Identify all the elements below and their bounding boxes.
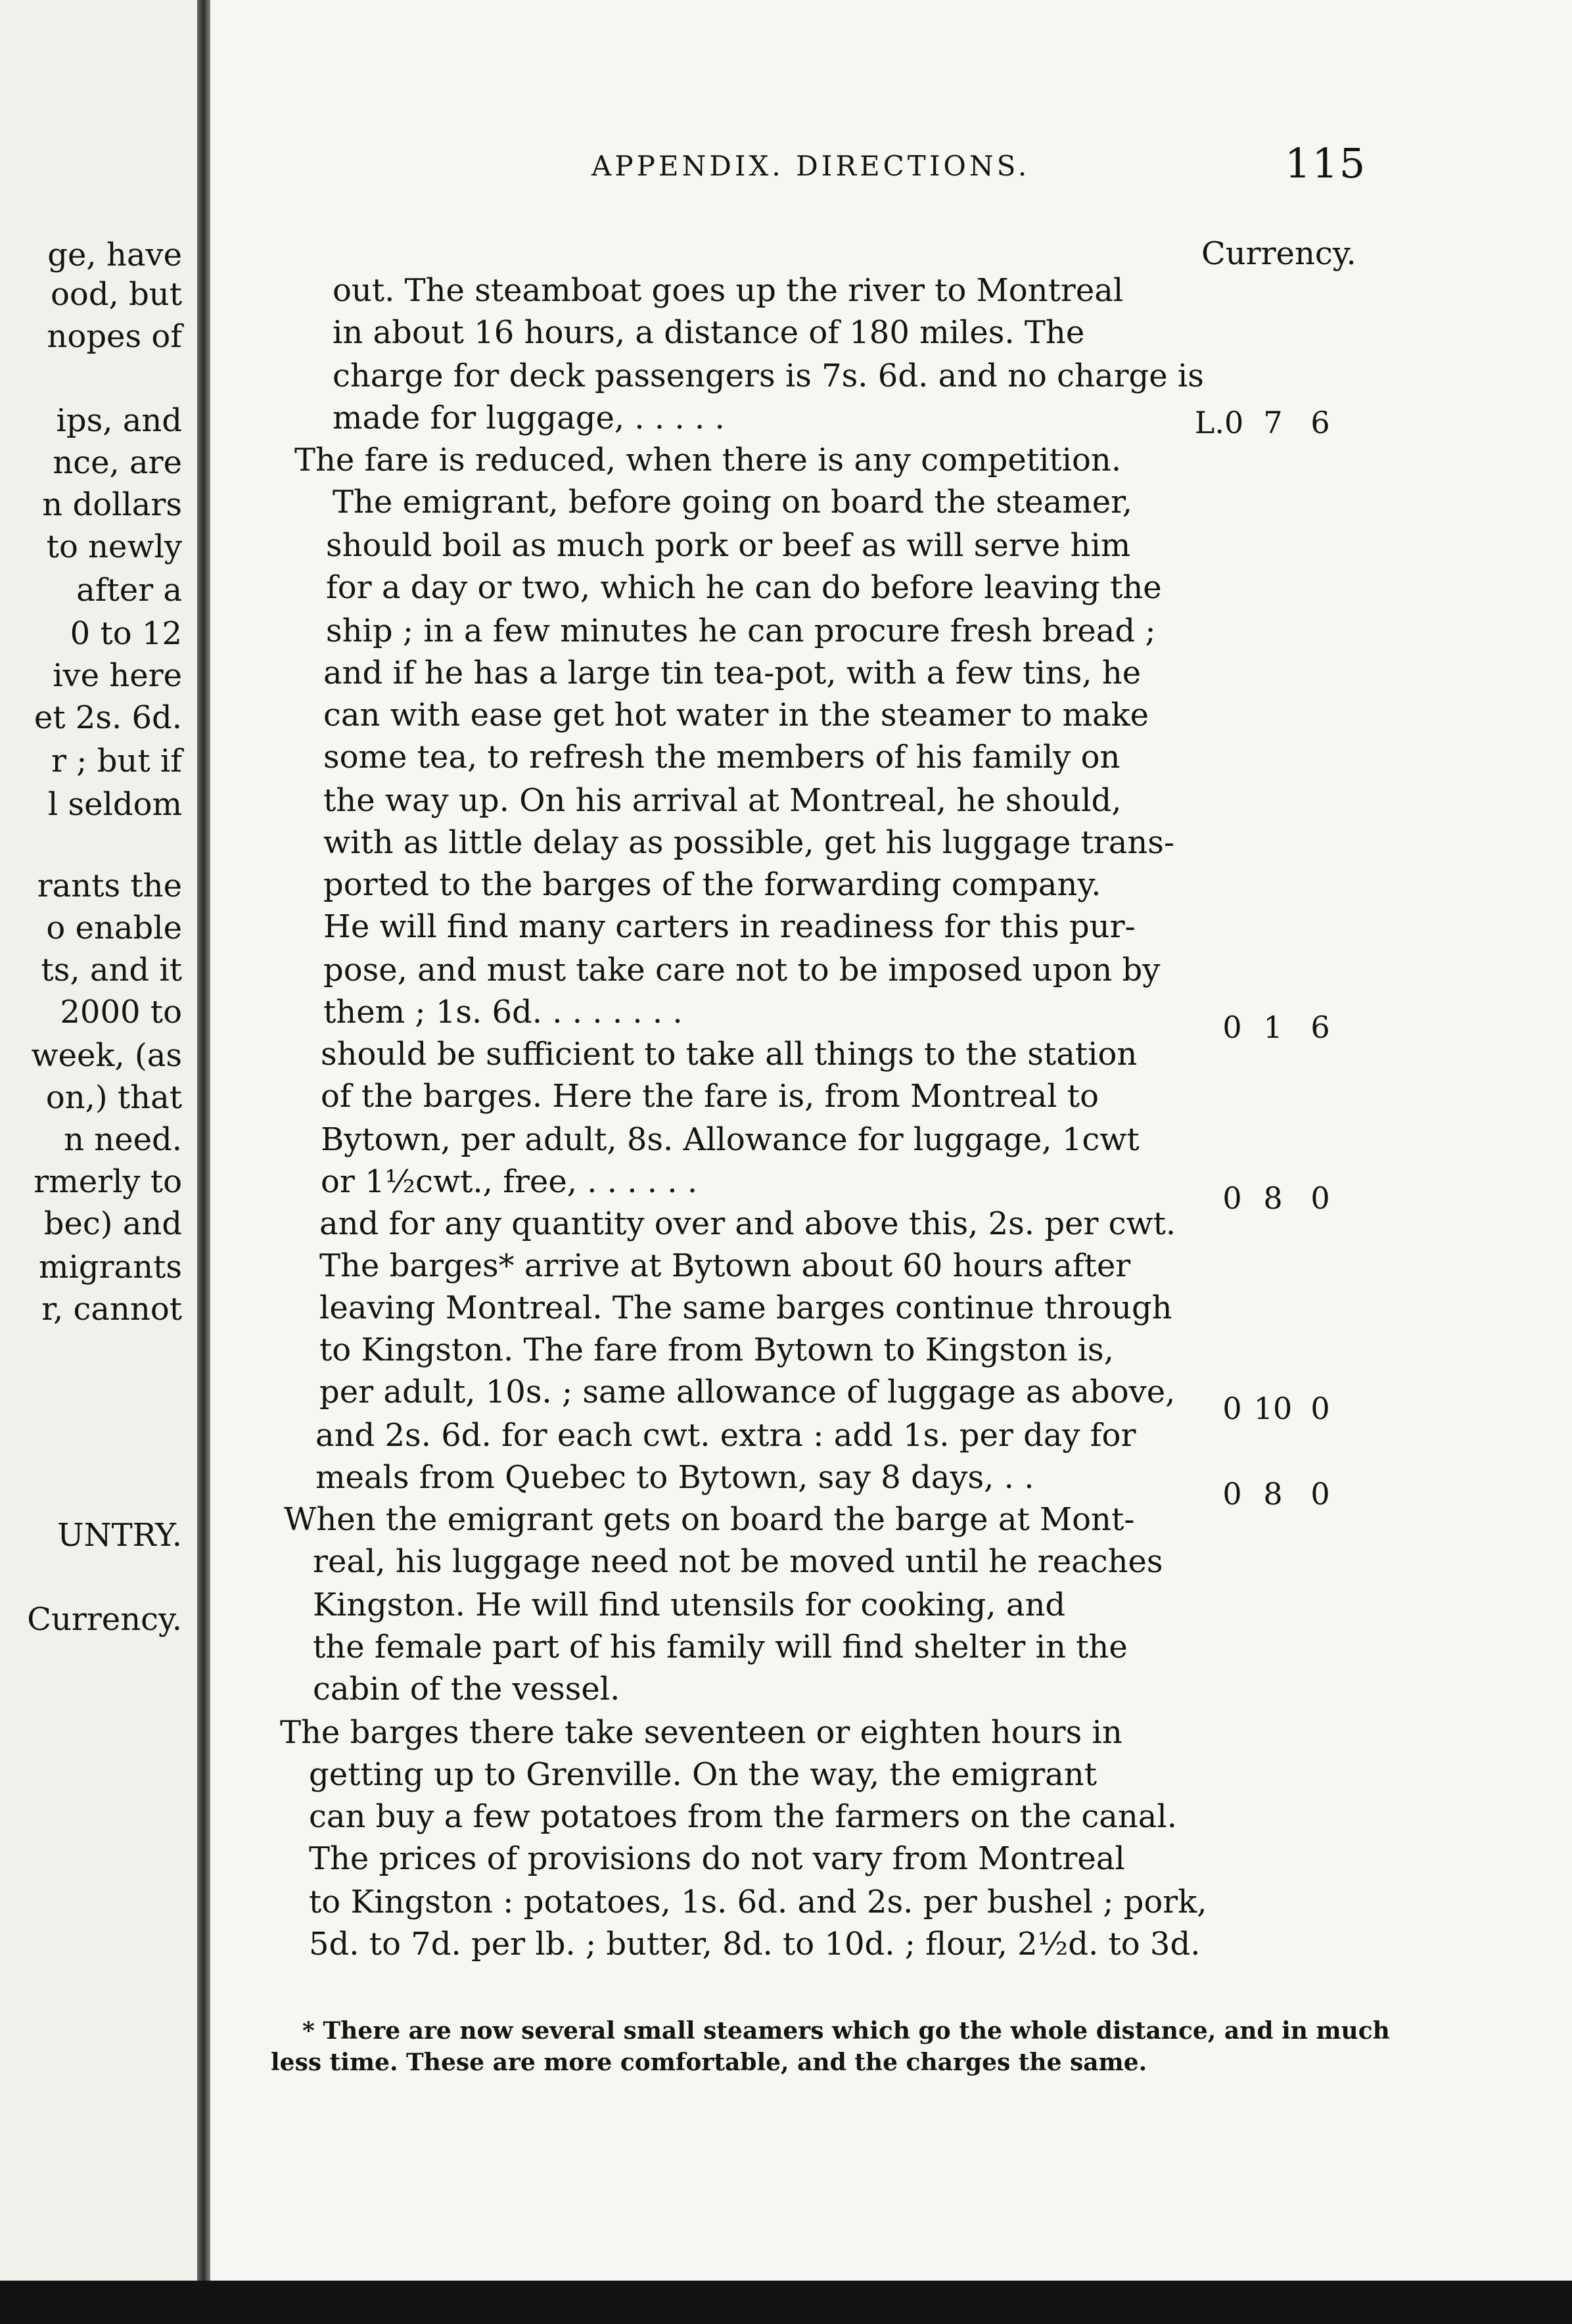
facing-page-text-fragment: ive here <box>53 657 182 694</box>
amount-pence: 0 <box>1310 1476 1330 1512</box>
body-text-line: The prices of provisions do not vary from Montreal <box>309 1840 1125 1877</box>
footnote-line: less time. These are more comfortable, and the charges the same. <box>271 2049 1147 2076</box>
body-text-line: of the barges. Here the fare is, from Montreal to <box>321 1078 1099 1115</box>
body-text-line: The fare is reduced, when there is any competition. <box>294 442 1122 478</box>
body-text-line: meals from Quebec to Bytown, say 8 days, . . <box>315 1459 1034 1496</box>
facing-page-text-fragment: UNTRY. <box>57 1517 182 1554</box>
body-text-line: for a day or two, which he can do before leaving the <box>326 569 1162 606</box>
body-text-line: in about 16 hours, a distance of 180 miles. The <box>333 314 1085 351</box>
currency-amount <box>1214 1010 1345 1045</box>
facing-page-text-fragment: migrants <box>39 1249 182 1286</box>
facing-page-text-fragment: bec) and <box>43 1205 182 1242</box>
body-text-line: or 1½cwt., free, . . . . . . <box>321 1163 698 1200</box>
main-page <box>210 0 1572 2287</box>
amount-pounds: L.0 <box>1194 405 1244 440</box>
facing-page-text-fragment: 0 to 12 <box>70 615 182 652</box>
body-text-line: leaving Montreal. The same barges continue through <box>319 1290 1172 1326</box>
facing-page-text-fragment: 2000 to <box>60 994 182 1031</box>
amount-shillings: 8 <box>1263 1476 1283 1512</box>
book-gutter <box>197 0 212 2281</box>
facing-page-text-fragment: n need. <box>64 1121 182 1158</box>
amount-pence: 0 <box>1310 1180 1330 1216</box>
body-text-line: to Kingston. The fare from Bytown to Kingston is, <box>319 1332 1114 1368</box>
facing-page-text-fragment: ood, but <box>51 276 182 313</box>
body-text-line: should be sufficient to take all things to the station <box>321 1036 1138 1073</box>
facing-page-text-fragment: nce, are <box>53 444 182 481</box>
body-text-line: and 2s. 6d. for each cwt. extra : add 1s. per day for <box>315 1417 1136 1454</box>
body-text-line: should boil as much pork or beef as will serve him <box>326 527 1131 564</box>
body-text-line: The barges* arrive at Bytown about 60 hours after <box>319 1247 1131 1284</box>
amount-pounds: 0 <box>1222 1476 1242 1512</box>
page-number: 115 <box>1285 139 1367 187</box>
currency-amount <box>1214 1180 1345 1216</box>
amount-pounds: 0 <box>1222 1391 1242 1426</box>
amount-shillings: 7 <box>1263 405 1283 440</box>
amount-pence: 6 <box>1310 1010 1330 1045</box>
body-text-line: and for any quantity over and above this, 2s. per cwt. <box>319 1205 1176 1242</box>
amount-pounds: 0 <box>1222 1180 1242 1216</box>
facing-page-text-fragment: rants the <box>37 868 182 904</box>
body-text-line: When the emigrant gets on board the barge at Mont- <box>284 1501 1135 1538</box>
facing-page-text-fragment: ts, and it <box>41 952 182 988</box>
facing-page-text-fragment: r, cannot <box>41 1291 182 1328</box>
facing-page-text-fragment: n dollars <box>42 486 182 523</box>
facing-page-text-fragment: nopes of <box>47 318 182 355</box>
facing-page-text-fragment: to newly <box>46 528 182 565</box>
scan-bottom-edge <box>0 2281 1572 2324</box>
facing-page-text-fragment: o enable <box>46 910 182 946</box>
body-text-line: He will find many carters in readiness for this pur- <box>323 908 1136 945</box>
amount-pounds: 0 <box>1222 1010 1242 1045</box>
facing-page-text-fragment: l seldom <box>47 786 182 823</box>
body-text-line: Bytown, per adult, 8s. Allowance for luggage, 1cwt <box>321 1121 1140 1158</box>
currency-amount <box>1214 1476 1345 1512</box>
body-text-line: the way up. On his arrival at Montreal, he should, <box>323 782 1122 819</box>
body-text-line: ported to the barges of the forwarding company. <box>323 866 1101 903</box>
facing-page-text-fragment: r ; but if <box>51 743 182 779</box>
body-text-line: 5d. to 7d. per lb. ; butter, 8d. to 10d. ; flour, 2½d. to 3d. <box>309 1926 1201 1963</box>
facing-page-text-fragment: ips, and <box>56 402 182 439</box>
currency-column-heading: Currency. <box>1201 235 1356 272</box>
body-text-line: them ; 1s. 6d. . . . . . . . <box>323 994 683 1031</box>
currency-amount <box>1214 1393 1345 1424</box>
body-text-line: Kingston. He will find utensils for cooking, and <box>313 1587 1066 1623</box>
facing-page-text-fragment: week, (as <box>31 1037 182 1074</box>
body-text-line: cabin of the vessel. <box>313 1671 620 1708</box>
facing-page-text-fragment: Currency. <box>27 1601 182 1638</box>
body-text-line: per adult, 10s. ; same allowance of luggage as above, <box>319 1374 1176 1410</box>
body-text-line: charge for deck passengers is 7s. 6d. and no charge is <box>333 358 1204 394</box>
facing-page <box>0 0 200 2281</box>
amount-shillings: 10 <box>1253 1391 1293 1426</box>
footnote-line: * There are now several small steamers which go the whole distance, and in much <box>302 2017 1390 2045</box>
facing-page-text-fragment: after a <box>76 572 182 609</box>
body-text-line: pose, and must take care not to be imposed upon by <box>323 952 1161 988</box>
amount-pence: 0 <box>1310 1391 1330 1426</box>
body-text-line: The barges there take seventeen or eighten hours in <box>280 1714 1122 1751</box>
body-text-line: can with ease get hot water in the steamer to make <box>323 697 1149 733</box>
body-text-line: out. The steamboat goes up the river to Montreal <box>333 272 1124 309</box>
facing-page-text-fragment: rmerly to <box>34 1163 182 1200</box>
facing-page-text-fragment: et 2s. 6d. <box>34 699 182 736</box>
amount-shillings: 8 <box>1263 1180 1283 1216</box>
facing-page-text-fragment: ge, have <box>47 237 182 273</box>
amount-shillings: 1 <box>1263 1010 1283 1045</box>
body-text-line: The emigrant, before going on board the steamer, <box>333 484 1133 521</box>
body-text-line: to Kingston : potatoes, 1s. 6d. and 2s. per bushel ; pork, <box>309 1884 1207 1920</box>
body-text-line: can buy a few potatoes from the farmers on the canal. <box>309 1798 1178 1835</box>
body-text-line: real, his luggage need not be moved until he reaches <box>313 1543 1163 1580</box>
body-text-line: ship ; in a few minutes he can procure fresh bread ; <box>326 613 1156 649</box>
body-text-line: some tea, to refresh the members of his family on <box>323 739 1121 776</box>
body-text-line: made for luggage, . . . . . <box>333 400 725 436</box>
currency-amount <box>1188 407 1345 438</box>
body-text-line: getting up to Grenville. On the way, the emigrant <box>309 1756 1097 1793</box>
body-text-line: and if he has a large tin tea-pot, with a few tins, he <box>323 655 1142 691</box>
body-text-line: the female part of his family will find shelter in the <box>313 1629 1128 1665</box>
body-text-line: with as little delay as possible, get his luggage trans- <box>323 824 1175 861</box>
running-head: APPENDIX. DIRECTIONS. <box>591 150 1030 182</box>
facing-page-text-fragment: on,) that <box>45 1079 182 1116</box>
amount-pence: 6 <box>1310 405 1330 440</box>
